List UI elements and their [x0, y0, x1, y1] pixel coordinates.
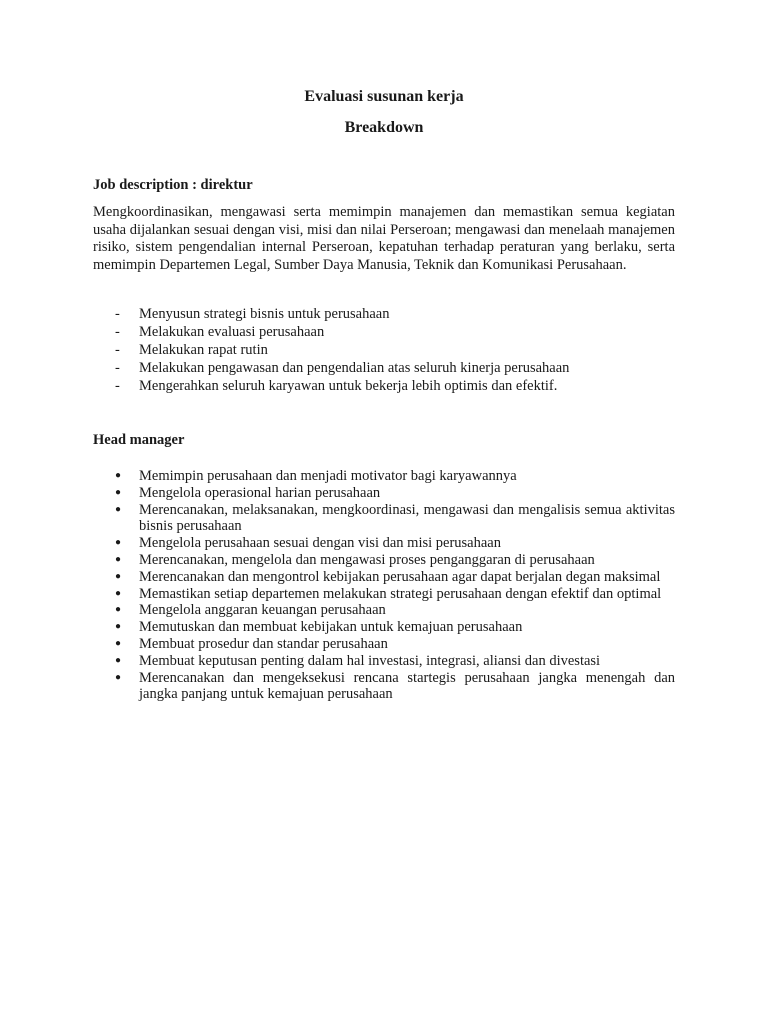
list-item	[93, 485, 675, 502]
bullet-icon: ●	[115, 570, 122, 582]
list-item-text: Melakukan rapat rutin	[139, 342, 268, 358]
bullet-icon: ●	[115, 621, 122, 633]
section-heading-head-manager: Head manager	[93, 432, 185, 448]
dash-marker: -	[115, 378, 120, 394]
list-item	[93, 535, 675, 552]
direktur-task-list	[93, 305, 675, 395]
bullet-icon: ●	[115, 537, 122, 549]
list-item	[93, 341, 675, 359]
list-item-text: Melakukan pengawasan dan pengendalian atas seluruh kinerja perusahaan	[139, 360, 570, 376]
list-item	[93, 468, 675, 485]
bullet-icon: ●	[115, 503, 122, 515]
dash-marker: -	[115, 342, 120, 358]
list-item-text: Mengelola perusahaan sesuai dengan visi dan misi perusahaan	[139, 535, 501, 552]
list-item	[93, 636, 675, 653]
section-heading-direktur: Job description : direktur	[93, 177, 253, 193]
list-item	[93, 552, 675, 569]
list-item	[93, 502, 675, 536]
dash-marker: -	[115, 306, 120, 322]
list-item-text: Merencanakan, mengelola dan mengawasi proses penganggaran di perusahaan	[139, 551, 595, 568]
list-item-text: Merencanakan dan mengeksekusi rencana startegis perusahaan jangka menengah dan jangka panjang untuk kemajuan perusahaan	[139, 669, 675, 703]
list-item-text: Mengerahkan seluruh karyawan untuk bekerja lebih optimis dan efektif.	[139, 378, 558, 394]
list-item-text: Mengelola operasional harian perusahaan	[139, 484, 381, 501]
list-item	[93, 653, 675, 670]
dash-marker: -	[115, 360, 120, 376]
bullet-icon: ●	[115, 637, 122, 649]
bullet-icon: ●	[115, 654, 122, 666]
bullet-icon: ●	[115, 486, 122, 498]
document-subtitle: Breakdown	[344, 119, 424, 136]
list-item	[93, 377, 675, 395]
list-item-text: Mengelola anggaran keuangan perusahaan	[139, 602, 386, 619]
list-item	[93, 323, 675, 341]
list-item	[93, 602, 675, 619]
direktur-description-paragraph: Mengkoordinasikan, mengawasi serta memimpin manajemen dan memastikan semua kegiatan usaha dijalankan sesuai dengan visi, misi dan nilai Perseroan; mengawasi dan menelaah manajemen risiko, sistem pengendalian internal Perseroan, kepatuhan terhadap peraturan yang berlaku, serta memimpin Departemen Legal, Sumber Daya Manusia, Teknik dan Komunikasi Perusahaan.	[93, 204, 675, 273]
bullet-icon: ●	[115, 671, 122, 683]
list-item	[93, 670, 675, 704]
list-item	[93, 359, 675, 377]
list-item	[93, 569, 675, 586]
list-item	[93, 586, 675, 603]
list-item-text: Membuat keputusan penting dalam hal investasi, integrasi, aliansi dan divestasi	[139, 652, 601, 669]
list-item	[93, 305, 675, 323]
list-item	[93, 619, 675, 636]
list-item-text: Merencanakan dan mengontrol kebijakan perusahaan agar dapat berjalan degan maksimal	[139, 568, 661, 585]
list-item-text: Memimpin perusahaan dan menjadi motivator bagi karyawannya	[139, 468, 517, 484]
bullet-icon: ●	[115, 604, 122, 616]
list-item-text: Membuat prosedur dan standar perusahaan	[139, 635, 388, 652]
dash-marker: -	[115, 324, 120, 340]
bullet-icon: ●	[115, 470, 122, 481]
list-item-text: Merencanakan, melaksanakan, mengkoordinasi, mengawasi dan mengalisis semua aktivitas bisnis perusahaan	[139, 501, 675, 535]
document-title: Evaluasi susunan kerja	[304, 88, 464, 105]
head-manager-task-list	[93, 468, 675, 703]
bullet-icon: ●	[115, 587, 122, 599]
list-item-text: Melakukan evaluasi perusahaan	[139, 324, 325, 340]
list-item-text: Menyusun strategi bisnis untuk perusahaan	[139, 306, 390, 322]
list-item-text: Memutuskan dan membuat kebijakan untuk kemajuan perusahaan	[139, 619, 523, 636]
list-item-text: Memastikan setiap departemen melakukan strategi perusahaan dengan efektif dan optimal	[139, 585, 662, 602]
bullet-icon: ●	[115, 553, 122, 565]
